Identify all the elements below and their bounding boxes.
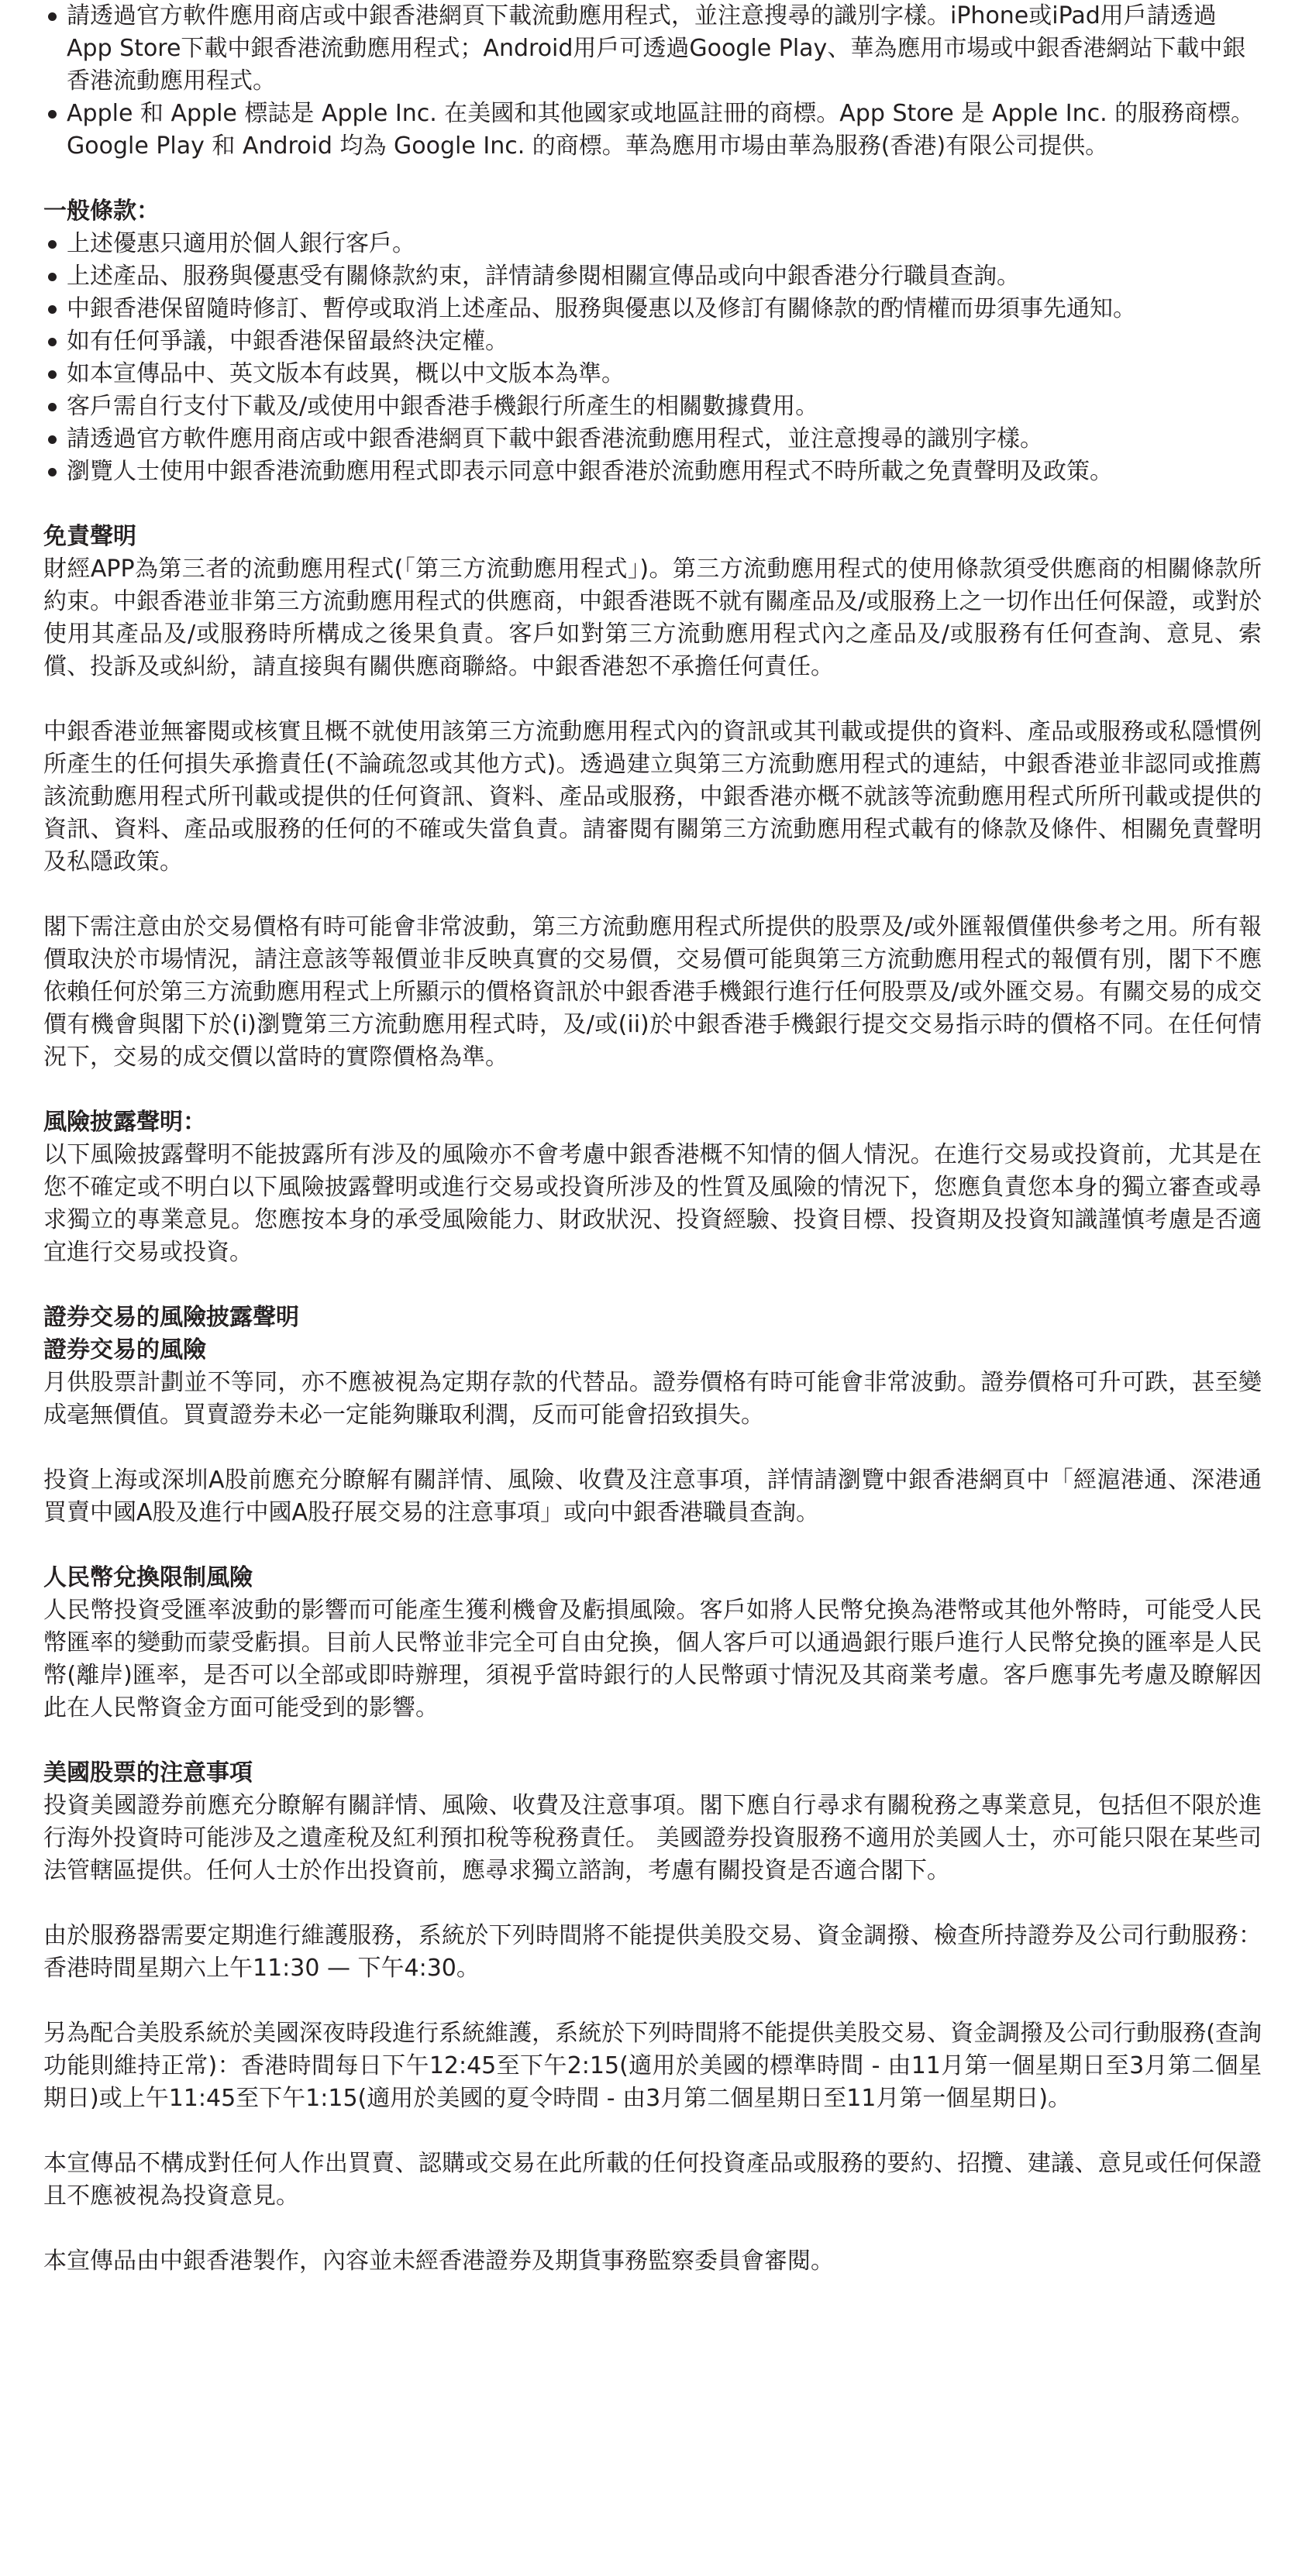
general-terms-list (43, 228, 1262, 488)
not-investment-advice-paragraph: 本宣傳品不構成對任何人作出買賣、認購或交易在此所載的任何投資產品或服務的要約、招攬、建議、意見或任何保證且不應被視為投資意見。 (43, 2150, 1262, 2210)
list-item: Apple 和 Apple 標誌是 Apple Inc. 在美國和其他國家或地區註冊的商標。App Store 是 Apple Inc. 的服務商標。Google Play 和 Android 均為 Google Inc. 的商標。華為應用市場由華為服務(香港)有限公司提供。 (43, 98, 1262, 163)
list-item: 瀏覽人士使用中銀香港流動應用程式即表示同意中銀香港於流動應用程式不時所載之免責聲明及政策。 (43, 456, 1262, 488)
disclaimer-paragraph: 中銀香港並無審閱或核實且概不就使用該第三方流動應用程式內的資訊或其刊載或提供的資料、產品或服務或私隱慣例所產生的任何損失承擔責任(不論疏忽或其他方式)。透過建立與第三方流動應用程式的連結，中銀香港並非認同或推薦該流動應用程式所刊載或提供的任何資訊、資料、產品或服務，中銀香港亦概不就該等流動應用程式所所刊載或提供的資訊、資料、產品或服務的任何的不確或失當負責。請審閱有關第三方流動應用程式載有的條款及條件、相關免責聲明及私隱政策。 (43, 718, 1262, 875)
list-item: 如本宣傳品中、英文版本有歧異，概以中文版本為準。 (43, 358, 1262, 390)
list-item: 如有任何爭議，中銀香港保留最終決定權。 (43, 325, 1262, 358)
list-item: 請透過官方軟件應用商店或中銀香港網頁下載中銀香港流動應用程式，並注意搜尋的識別字樣。 (43, 423, 1262, 456)
us-stocks-paragraph: 由於服務器需要定期進行維護服務，系統於下列時間將不能提供美股交易、資金調撥、檢查所持證券及公司行動服務：香港時間星期六上午11:30 — 下午4:30。 (43, 1922, 1262, 1982)
risk-disclosure-paragraph: 以下風險披露聲明不能披露所有涉及的風險亦不會考慮中銀香港概不知情的個人情況。在進行交易或投資前，尤其是在您不確定或不明白以下風險披露聲明或進行交易或投資所涉及的性質及風險的情況下，您應負責您本身的獨立審查或尋求獨立的專業意見。您應按本身的承受風險能力、財政狀況、投資經驗、投資目標、投資期及投資知識謹慎考慮是否適宜進行交易或投資。 (43, 1141, 1262, 1266)
us-stocks-paragraph: 投資美國證券前應充分瞭解有關詳情、風險、收費及注意事項。閣下應自行尋求有關稅務之專業意見，包括但不限於進行海外投資時可能涉及之遺產稅及紅利預扣稅等稅務責任。 美國證券投資服務不適用於美國人士，亦可能只限在某些司法管轄區提供。任何人士於作出投資前，應尋求獨立諮詢，考慮有關投資是否適合閣下。 (43, 1792, 1262, 1884)
risk-disclosure-heading: 風險披露聲明： (43, 1109, 206, 1136)
sfc-notice-paragraph: 本宣傳品由中銀香港製作，內容並未經香港證券及期貨事務監察委員會審閱。 (43, 2248, 834, 2275)
list-item: 請透過官方軟件應用商店或中銀香港網頁下載流動應用程式，並注意搜尋的識別字樣。iPhone或iPad用戶請透過App Store下載中銀香港流動應用程式；Android用戶可透過Google Play、華為應用市場或中銀香港網站下載中銀香港流動應用程式。 (43, 0, 1262, 98)
app-download-list (43, 0, 1262, 163)
securities-paragraph: 月供股票計劃並不等同，亦不應被視為定期存款的代替品。證券價格有時可能會非常波動。證券價格可升可跌，甚至變成毫無價值。買賣證券未必一定能夠賺取利潤，反而可能會招致損失。 (43, 1369, 1262, 1429)
disclaimer-paragraph: 閣下需注意由於交易價格有時可能會非常波動，第三方流動應用程式所提供的股票及/或外匯報價僅供參考之用。所有報價取決於市場情況，請注意該等報價並非反映真實的交易價，交易價可能與第三方流動應用程式的報價有別，閣下不應依賴任何於第三方流動應用程式上所顯示的價格資訊於中銀香港手機銀行進行任何股票及/或外匯交易。有關交易的成交價有機會與閣下於(i)瀏覽第三方流動應用程式時，及/或(ii)於中銀香港手機銀行提交交易指示時的價格不同。在任何情況下，交易的成交價以當時的實際價格為準。 (43, 913, 1262, 1071)
securities-paragraph: 投資上海或深圳A股前應充分瞭解有關詳情、風險、收費及注意事項，詳情請瀏覽中銀香港網頁中「經滬港通、深港通買賣中國A股及進行中國A股孖展交易的注意事項」或向中銀香港職員查詢。 (43, 1467, 1262, 1526)
securities-risk-heading: 證券交易的風險披露聲明 (43, 1304, 299, 1331)
rmb-risk-heading: 人民幣兌換限制風險 (43, 1564, 253, 1591)
securities-risk-subheading: 證券交易的風險 (43, 1336, 206, 1364)
us-stocks-paragraph: 另為配合美股系統於美國深夜時段進行系統維護，系統於下列時間將不能提供美股交易、資金調撥及公司行動服務(查詢功能則維持正常)：香港時間每日下午12:45至下午2:15(適用於美國的標準時間 - 由11月第一個星期日至3月第二個星期日)或上午11:45至下午1:15(適用於美國的夏令時間 - 由3月第二個星期日至11月第一個星期日)。 (43, 2020, 1262, 2112)
list-item: 上述優惠只適用於個人銀行客戶。 (43, 228, 1262, 260)
list-item: 中銀香港保留隨時修訂、暫停或取消上述產品、服務與優惠以及修訂有關條款的酌情權而毋須事先通知。 (43, 293, 1262, 325)
disclaimer-heading: 免責聲明 (43, 523, 136, 550)
list-item: 上述產品、服務與優惠受有關條款約束，詳情請參閱相關宣傳品或向中銀香港分行職員查詢。 (43, 260, 1262, 293)
rmb-risk-paragraph: 人民幣投資受匯率波動的影響而可能產生獲利機會及虧損風險。客戶如將人民幣兌換為港幣或其他外幣時，可能受人民幣匯率的變動而蒙受虧損。目前人民幣並非完全可自由兌換，個人客戶可以通過銀行賬戶進行人民幣兌換的匯率是人民幣(離岸)匯率，是否可以全部或即時辦理，須視乎當時銀行的人民幣頭寸情況及其商業考慮。客戶應事先考慮及瞭解因此在人民幣資金方面可能受到的影響。 (43, 1597, 1262, 1721)
disclaimer-paragraph: 財經APP為第三者的流動應用程式(「第三方流動應用程式」)。第三方流動應用程式的使用條款須受供應商的相關條款所約束。中銀香港並非第三方流動應用程式的供應商，中銀香港既不就有關產品及/或服務上之一切作出任何保證，或對於使用其產品及/或服務時所構成之後果負責。客戶如對第三方流動應用程式內之產品及/或服務有任何查詢、意見、索償、投訴及或糾紛，請直接與有關供應商聯絡。中銀香港恕不承擔任何責任。 (43, 555, 1262, 680)
general-terms-heading: 一般條款： (43, 198, 160, 225)
list-item: 客戶需自行支付下載及/或使用中銀香港手機銀行所產生的相關數據費用。 (43, 390, 1262, 423)
us-stocks-heading: 美國股票的注意事項 (43, 1759, 253, 1787)
